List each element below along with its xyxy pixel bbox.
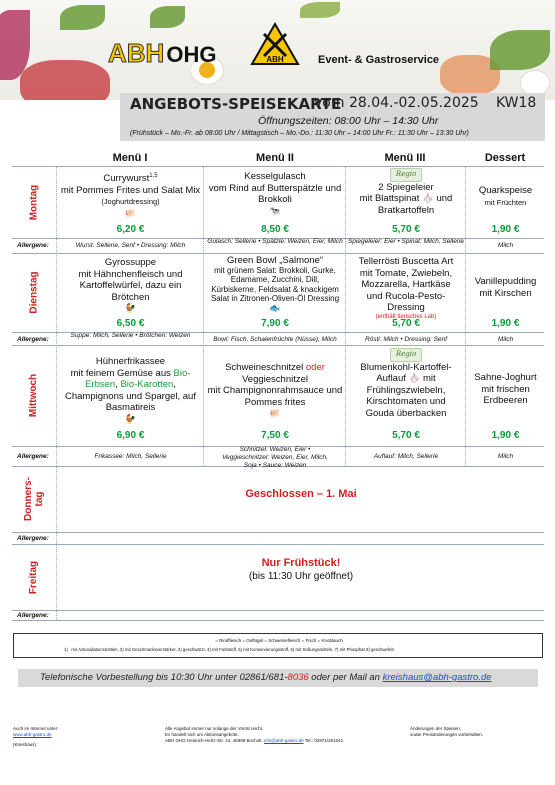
price-menu3-wednesday: 5,70 €	[392, 430, 420, 441]
footer-right: Änderungen der Speisen, sowie Preisänderungen vorbehalten.	[410, 726, 484, 737]
table-rule	[12, 532, 544, 533]
day-label-thursday: Donners- tag	[23, 477, 45, 521]
allergens-dessert-tuesday: Milch	[497, 336, 514, 343]
allergen-label: Allergene:	[17, 453, 49, 460]
allergens-menu3-tuesday: Rösti: Milch • Dressing: Senf	[364, 336, 448, 343]
company-logo	[250, 22, 300, 80]
menu2-monday: Kesselgulasch vom Rind auf Butterspätzle und Brokkoli 🐄	[208, 171, 342, 216]
price-menu2-tuesday: 7,90 €	[261, 318, 289, 329]
beef-icon: 🐄	[269, 205, 281, 216]
column-header-dessert: Dessert	[484, 152, 526, 164]
price-menu2-monday: 8,50 €	[261, 224, 289, 235]
allergen-label: Allergene:	[17, 535, 49, 542]
menu1-monday: Currywurst$^{1,5}$ mit Pommes Frites und Salat Mix (Joghurtdressing) 🐖	[60, 173, 201, 218]
price-menu2-wednesday: 7,50 €	[261, 430, 289, 441]
allergens-dessert-wednesday: Milch	[497, 453, 514, 460]
menu3-tuesday: Tellerrösti Buscetta Art mit Tomate, Zwiebeln, Mozzarella, Hartkäse und Rucola-Pesto- Dressing (enthält tierisches Lab)	[358, 256, 454, 320]
allergens-menu2-tuesday: Bowl: Fisch, Schalenfrüchte (Nüsse), Milch	[213, 336, 337, 343]
brand-name	[108, 38, 216, 69]
price-menu1-tuesday: 6,50 €	[116, 318, 145, 329]
legend-box	[13, 633, 543, 658]
allergen-label: Allergene:	[17, 612, 49, 619]
table-rule	[465, 166, 466, 466]
allergens-menu2-monday: Gulasch: Sellerie • Spätzle: Weizen, Eier, Milch	[207, 238, 343, 245]
table-rule	[345, 166, 346, 466]
dessert-wednesday: Sahne-Joghurt mit frischen Erdbeeren	[474, 372, 537, 406]
chicken-icon: 🐓	[124, 303, 137, 313]
footer-middle: Alle Angebot immer nur solange der Vorrat reicht. Es handelt sich um Aktionsangebote. ABH OHG Heinrich-Hertz-Str. 24, 46399 Bocholt, info@abh-gastro.de Tel.: 02871/261041	[165, 726, 344, 743]
fish-icon: 🐟	[269, 302, 281, 313]
price-menu3-monday: 5,70 €	[392, 224, 420, 235]
garlic-icon: 🧄	[421, 193, 434, 204]
pork-icon: 🐖	[124, 207, 137, 218]
menu2-wednesday: Schweineschnitzel oder Veggieschnitzel mit Champignonrahmsauce und Pommes frites 🐖	[207, 362, 343, 418]
info-email-link[interactable]: info@abh-gastro.de	[264, 738, 304, 743]
breakfast-only-notice: Nur Frühstück!	[261, 557, 341, 569]
day-label-friday: Freitag	[28, 560, 40, 594]
table-rule	[56, 166, 57, 620]
column-header-menu2: Menü II	[256, 152, 294, 164]
price-dessert-tuesday: 1,90 €	[491, 318, 520, 329]
meat-image	[20, 60, 110, 100]
allergens-menu1-monday: Wurst: Sellerie, Senf • Dressing: Milch	[75, 242, 186, 249]
price-menu3-tuesday: 5,70 €	[392, 318, 420, 329]
opening-hours: Öffnungszeiten: 08:00 Uhr – 14:30 Uhr	[258, 115, 439, 127]
dessert-tuesday: Vanillepudding mit Kirschen	[474, 276, 537, 299]
pork-icon: 🐖	[269, 408, 281, 418]
allergens-menu3-wednesday: Auflauf: Milch, Sellerie	[373, 453, 439, 460]
menu-title: ANGEBOTS-SPEISEKARTE	[130, 95, 342, 113]
phone-order-note: Telefonische Vorbestellung bis 10:30 Uhr unter 02861/681-8036 oder per Mail an kreishaus@abh-gastro.de	[40, 672, 492, 683]
regio-badge: Regio	[390, 168, 422, 182]
menu1-wednesday: Hühnerfrikassee mit feinem Gemüse aus Bio- Erbsen, Bio-Karotten, Champignons und Spargel, auf Basmatireis 🐓	[65, 356, 196, 424]
allergen-label: Allergene:	[17, 242, 49, 249]
menu2-tuesday: Green Bowl „Salmone“ mit grünem Salat: Brokkoli, Gurke, Edamame, Zucchini, Dill, Kürbiskerne, Feldsalat & knackigem Salat in Zitronen-Oliven-Öl Dressing 🐟	[210, 255, 340, 313]
closed-notice: Geschlossen – 1. Mai	[245, 488, 357, 500]
tagline: Event- & Gastroservice	[318, 54, 440, 66]
allergens-menu3-monday: Spiegeleier: Eier • Spinat: Milch, Sellerie	[347, 238, 465, 245]
website-link[interactable]: www.abh-gastro.de	[13, 732, 52, 737]
menu3-monday: Regio 2 Spiegeleier mit Blattspinat 🧄 und Bratkartoffeln	[359, 170, 453, 216]
column-header-menu3: Menü III	[384, 152, 426, 164]
allergens-menu1-wednesday: Frikassee: Milch, Sellerie	[94, 453, 167, 460]
herb-image	[60, 5, 105, 30]
table-rule	[203, 166, 204, 466]
price-dessert-wednesday: 1,90 €	[491, 430, 520, 441]
allergens-menu2-wednesday: Schnitzel: Weizen, Eier • Veggieschnitzel: Weizen, Eier, Milch, Soja • Sauce: Weizen	[222, 446, 328, 469]
brand-ohg: OHG	[166, 42, 217, 67]
herb-image	[150, 6, 185, 28]
regio-badge: Regio	[390, 348, 422, 362]
herb-image	[300, 2, 340, 18]
footer-left: Auch im Internet unter: www.abh-gastro.de (Kreishaus)	[13, 726, 59, 747]
chicken-icon: 🐓	[124, 413, 137, 424]
allergens-menu1-tuesday: Suppe: Milch, Sellerie • Brötchen: Weizen	[70, 332, 191, 339]
table-rule	[12, 544, 544, 545]
calendar-week: KW18	[496, 95, 537, 111]
dessert-monday: Quarkspeise mit Früchten	[478, 185, 533, 207]
price-dessert-monday: 1,90 €	[491, 224, 520, 235]
icon-legend: = Rindfleisch = Geflügel = Schweinefleisch = Fisch = Knoblauch	[215, 638, 343, 643]
garlic-icon: 🧄	[408, 373, 421, 384]
email-link[interactable]: kreishaus@abh-gastro.de	[382, 672, 492, 683]
price-menu1-wednesday: 6,90 €	[116, 430, 145, 441]
day-label-monday: Montag	[28, 184, 40, 220]
friday-hours-note: (bis 11:30 Uhr geöffnet)	[248, 571, 354, 582]
table-rule	[12, 620, 544, 621]
price-menu1-monday: 6,20 €	[116, 224, 145, 235]
broccoli-image	[490, 30, 550, 70]
opening-hours-detail: (Frühstück – Mo.-Fr. ab 08:00 Uhr / Mittagstisch – Mo.-Do.: 11:30 Uhr – 14:00 Uhr Fr.: 11:30 Uhr – 13:30 Uhr)	[130, 130, 469, 137]
allergen-label: Allergene:	[17, 336, 49, 343]
day-label-tuesday: Dienstag	[28, 271, 40, 314]
day-label-wednesday: Mittwoch	[28, 373, 40, 418]
logo-text: ABH	[266, 55, 284, 64]
menu-dates: vom 28.04.-02.05.2025	[314, 95, 479, 111]
table-rule	[12, 610, 544, 611]
menu3-wednesday: Regio Blumenkohl-Kartoffel- Auflauf 🧄 mit Frühlingszwiebeln, Kirschtomaten und Gouda überbacken	[360, 350, 452, 419]
column-header-menu1: Menü I	[112, 152, 148, 164]
menu1-tuesday: Gyrossuppe mit Hähnchenfleisch und Kartoffelwürfel, dazu ein Brötchen 🐓	[78, 257, 183, 313]
additive-legend: 1) mit Antioxidationsmitteln, 2) mit Geschmacksverstärker, 3) geschwärzt, 4) mit Farbstoff, 5) mit Konservierungsstoff, 6) mit Süßungsmitteln, 7) mit Phosphat 8) geschwefelt	[64, 647, 394, 652]
brand-abh: ABH	[108, 38, 165, 68]
allergens-dessert-monday: Milch	[497, 242, 514, 249]
